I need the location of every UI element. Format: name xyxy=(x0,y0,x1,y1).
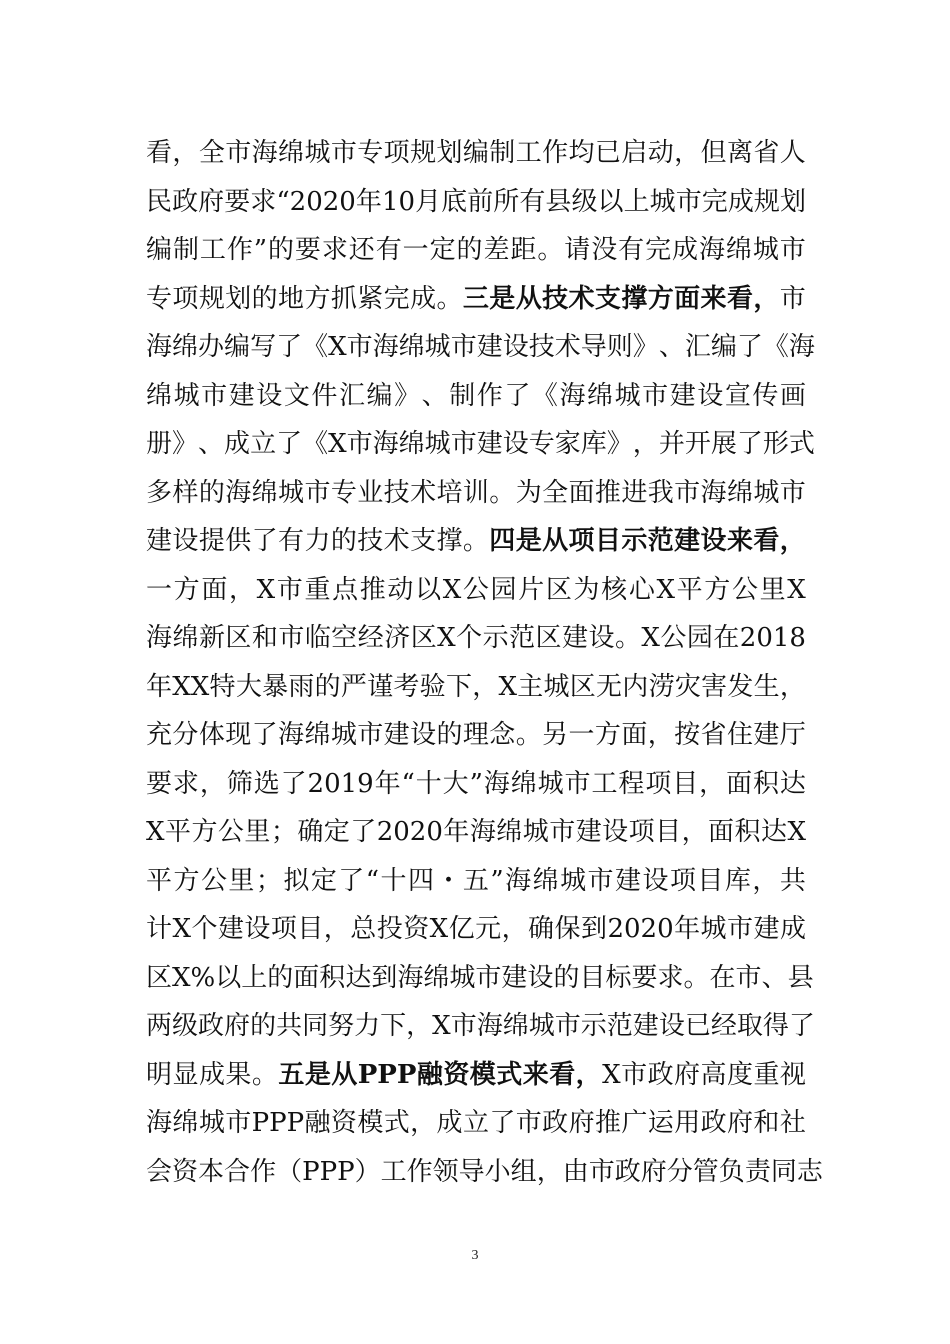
text-line: 区 X% 以 上 的 面 积 达 到 海 绵 城 市 建 设 的 目 标 要 求 。 在 市 、 县 xyxy=(146,962,814,993)
text-line: 两 级 政 府 的 共 同 努 力 下 ， X 市 海 绵 城 市 示 范 建 设 已 经 取 得 了 xyxy=(146,1011,815,1041)
text-line: 专 项 规 划 的 地 方 抓 紧 完 成 。 三 是 从 技 术 支 撑 方 面 来 看 ， 市 xyxy=(146,283,806,314)
text-line: 明 显 成 果 。 五 是 从 PPP 融 资 模 式 来 看 ， X 市 政 府 高 度 重 视 xyxy=(146,1059,806,1090)
text-line: 一 方 面 ， X 市 重 点 推 动 以 X 公 园 片 区 为 核 心 X 平 方 公 里 X xyxy=(146,574,806,605)
text-line: 看 ， 全 市 海 绵 城 市 专 项 规 划 编 制 工 作 均 已 启 动 ， 但 离 省 人 xyxy=(146,138,806,168)
text-line: 平 方 公 里 ； 拟 定 了 “ 十 四 ・ 五 ” 海 绵 城 市 建 设 项 目 库 ， 共 xyxy=(146,865,806,896)
text-line: 充 分 体 现 了 海 绵 城 市 建 设 的 理 念 。 另 一 方 面 ， 按 省 住 建 厅 xyxy=(146,720,806,750)
text-line: 海 绵 新 区 和 市 临 空 经 济 区 X 个 示 范 区 建 设 。 X 公 园 在 2018 xyxy=(146,623,806,653)
text-line: 民 政 府 要 求 “ 2020 年 10 月 底 前 所 有 县 级 以 上 城 市 完 成 规 划 xyxy=(146,186,806,217)
text-line: 建 设 提 供 了 有 力 的 技 术 支 撑 。 四 是 从 项 目 示 范 建 设 来 看 ， xyxy=(146,526,806,556)
text-line: 册 》 、 成 立 了 《 X 市 海 绵 城 市 建 设 专 家 库 》 ， 并 开 展 了 形 式 xyxy=(146,429,815,459)
text-line: 会 资 本 合 作 （ PPP ） 工 作 领 导 小 组 ， 由 市 政 府 分 管 负 责 同 志 xyxy=(146,1156,823,1187)
text-line: 编 制 工 作 ” 的 要 求 还 有 一 定 的 差 距 。 请 没 有 完 成 海 绵 城 市 xyxy=(146,235,806,265)
text-line: 年 XX 特 大 暴 雨 的 严 谨 考 验 下 ， X 主 城 区 无 内 涝 灾 害 发 生 ， xyxy=(146,671,806,702)
text-line: X 平 方 公 里 ； 确 定 了 2020 年 海 绵 城 市 建 设 项 目 ， 面 积 达 X xyxy=(146,817,806,847)
body-text xyxy=(146,129,823,1196)
text-line: 多 样 的 海 绵 城 市 专 业 技 术 培 训 。 为 全 面 推 进 我 市 海 绵 城 市 xyxy=(146,477,806,508)
text-line: 海 绵 办 编 写 了 《 X 市 海 绵 城 市 建 设 技 术 导 则 》 、 汇 编 了 《 海 xyxy=(146,332,815,362)
text-line: 海 绵 城 市 PPP 融 资 模 式 ， 成 立 了 市 政 府 推 广 运 用 政 府 和 社 xyxy=(146,1108,806,1138)
text-line: 计 X 个 建 设 项 目 ， 总 投 资 X 亿 元 ， 确 保 到 2020 年 城 市 建 成 xyxy=(146,914,806,944)
text-line: 要 求 ， 筛 选 了 2019 年 “ 十 大 ” 海 绵 城 市 工 程 项 目 ， 面 积 达 xyxy=(146,768,806,799)
text-line: 绵 城 市 建 设 文 件 汇 编 》 、 制 作 了 《 海 绵 城 市 建 设 宣 传 画 xyxy=(146,380,806,411)
page-number: 3 xyxy=(471,1248,479,1263)
